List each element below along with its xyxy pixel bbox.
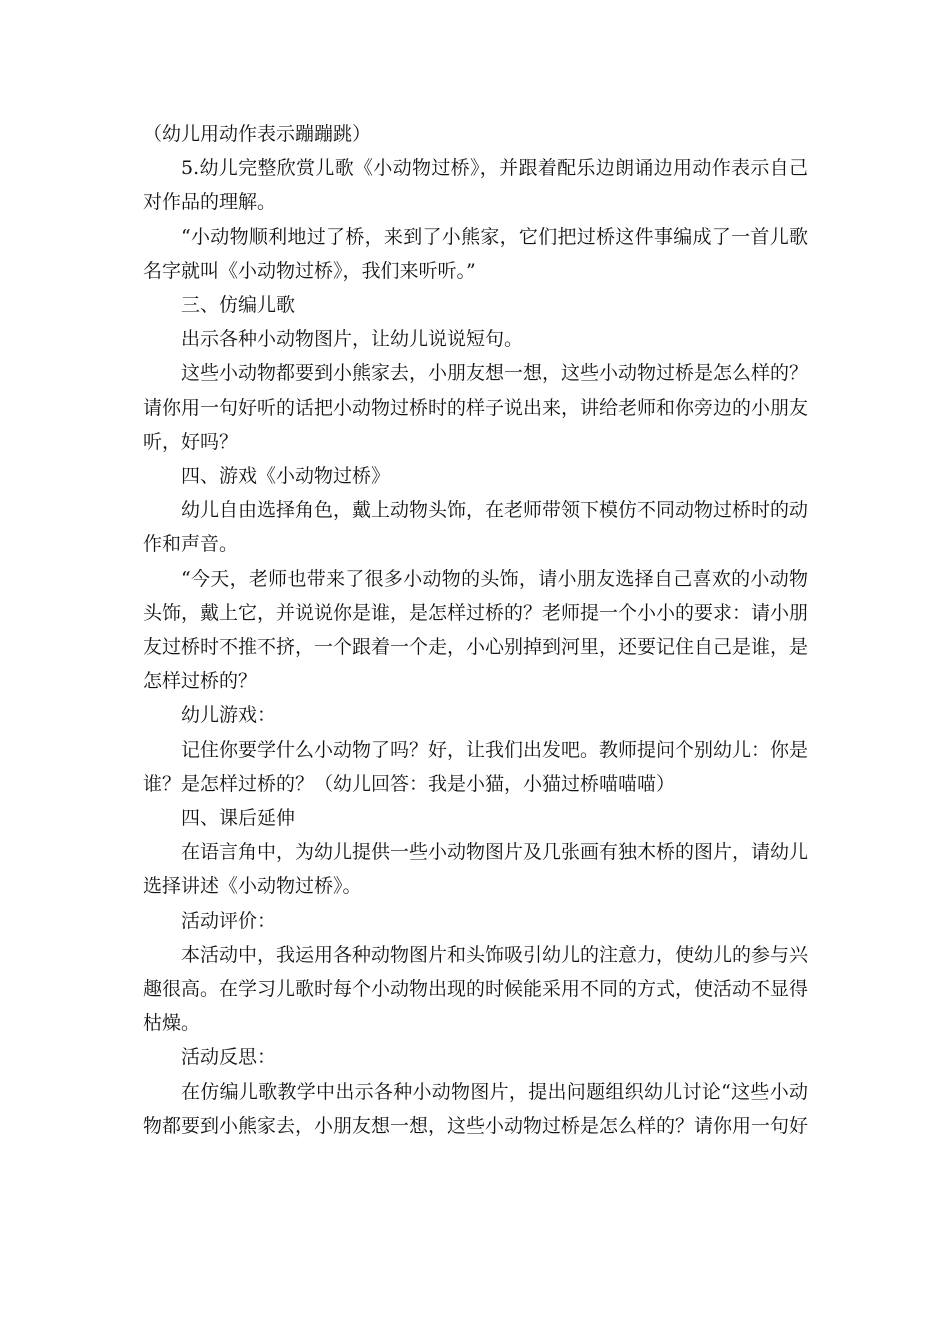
document-body xyxy=(143,117,808,1143)
paragraph-role-selection: 幼儿自由选择角色，戴上动物头饰，在老师带领下模仿不同动物过桥时的动作和声音。 xyxy=(143,499,809,556)
paragraph-evaluation-label: 活动评价： xyxy=(181,909,277,932)
paragraph-step-5: 5.幼儿完整欣赏儿歌《小动物过桥》，并跟着配乐边朗诵边用动作表示自己对作品的理解。 xyxy=(143,157,808,214)
paragraph-reflection-label: 活动反思： xyxy=(181,1046,277,1069)
paragraph-children-game-label: 幼儿游戏： xyxy=(181,704,277,727)
paragraph-game-dialogue: 记住你要学什么小动物了吗？好，让我们出发吧。教师提问个别幼儿：你是谁？是怎样过桥的？（幼儿回答：我是小猫，小猫过桥喵喵喵） xyxy=(143,738,809,795)
paragraph-evaluation-body: 本活动中，我运用各种动物图片和头饰吸引幼儿的注意力，使幼儿的参与兴趣很高。在学习儿歌时每个小动物出现的时候能采用不同的方式，使活动不显得枯燥。 xyxy=(143,943,809,1035)
paragraph-child-action-note: （幼儿用动作表示蹦蹦跳） xyxy=(143,123,372,145)
section-heading-extension: 四、课后延伸 xyxy=(181,807,296,830)
paragraph-quote-song-intro: “小动物顺利地过了桥，来到了小熊家，它们把过桥这件事编成了一首儿歌名字就叫《小动物过桥》，我们来听听。” xyxy=(143,225,808,282)
paragraph-quote-headwear: “今天，老师也带来了很多小动物的头饰，请小朋友选择自己喜欢的小动物头饰，戴上它，并说说你是谁，是怎样过桥的？老师提一个小小的要求：请小朋友过桥时不推不挤，一个跟着一个走，小心别掉到河里，还要记住自己是谁，是怎样过桥的？ xyxy=(143,567,809,693)
section-heading-adapt-song: 三、仿编儿歌 xyxy=(181,294,296,317)
section-heading-game: 四、游戏《小动物过桥》 xyxy=(181,465,391,488)
paragraph-question-prompt: 这些小动物都要到小熊家去，小朋友想一想，这些小动物过桥是怎么样的？请你用一句好听的话把小动物过桥时的样子说出来，讲给老师和你旁边的小朋友听，好吗？ xyxy=(143,362,809,453)
paragraph-show-pictures: 出示各种小动物图片，让幼儿说说短句。 xyxy=(181,328,524,351)
paragraph-reflection-body: 在仿编儿歌教学中出示各种小动物图片，提出问题组织幼儿讨论“这些小动物都要到小熊家去，小朋友想一想，这些小动物过桥是怎么样的？请你用一句好 xyxy=(143,1080,809,1137)
paragraph-language-corner: 在语言角中，为幼儿提供一些小动物图片及几张画有独木桥的图片，请幼儿选择讲述《小动物过桥》。 xyxy=(143,841,809,898)
